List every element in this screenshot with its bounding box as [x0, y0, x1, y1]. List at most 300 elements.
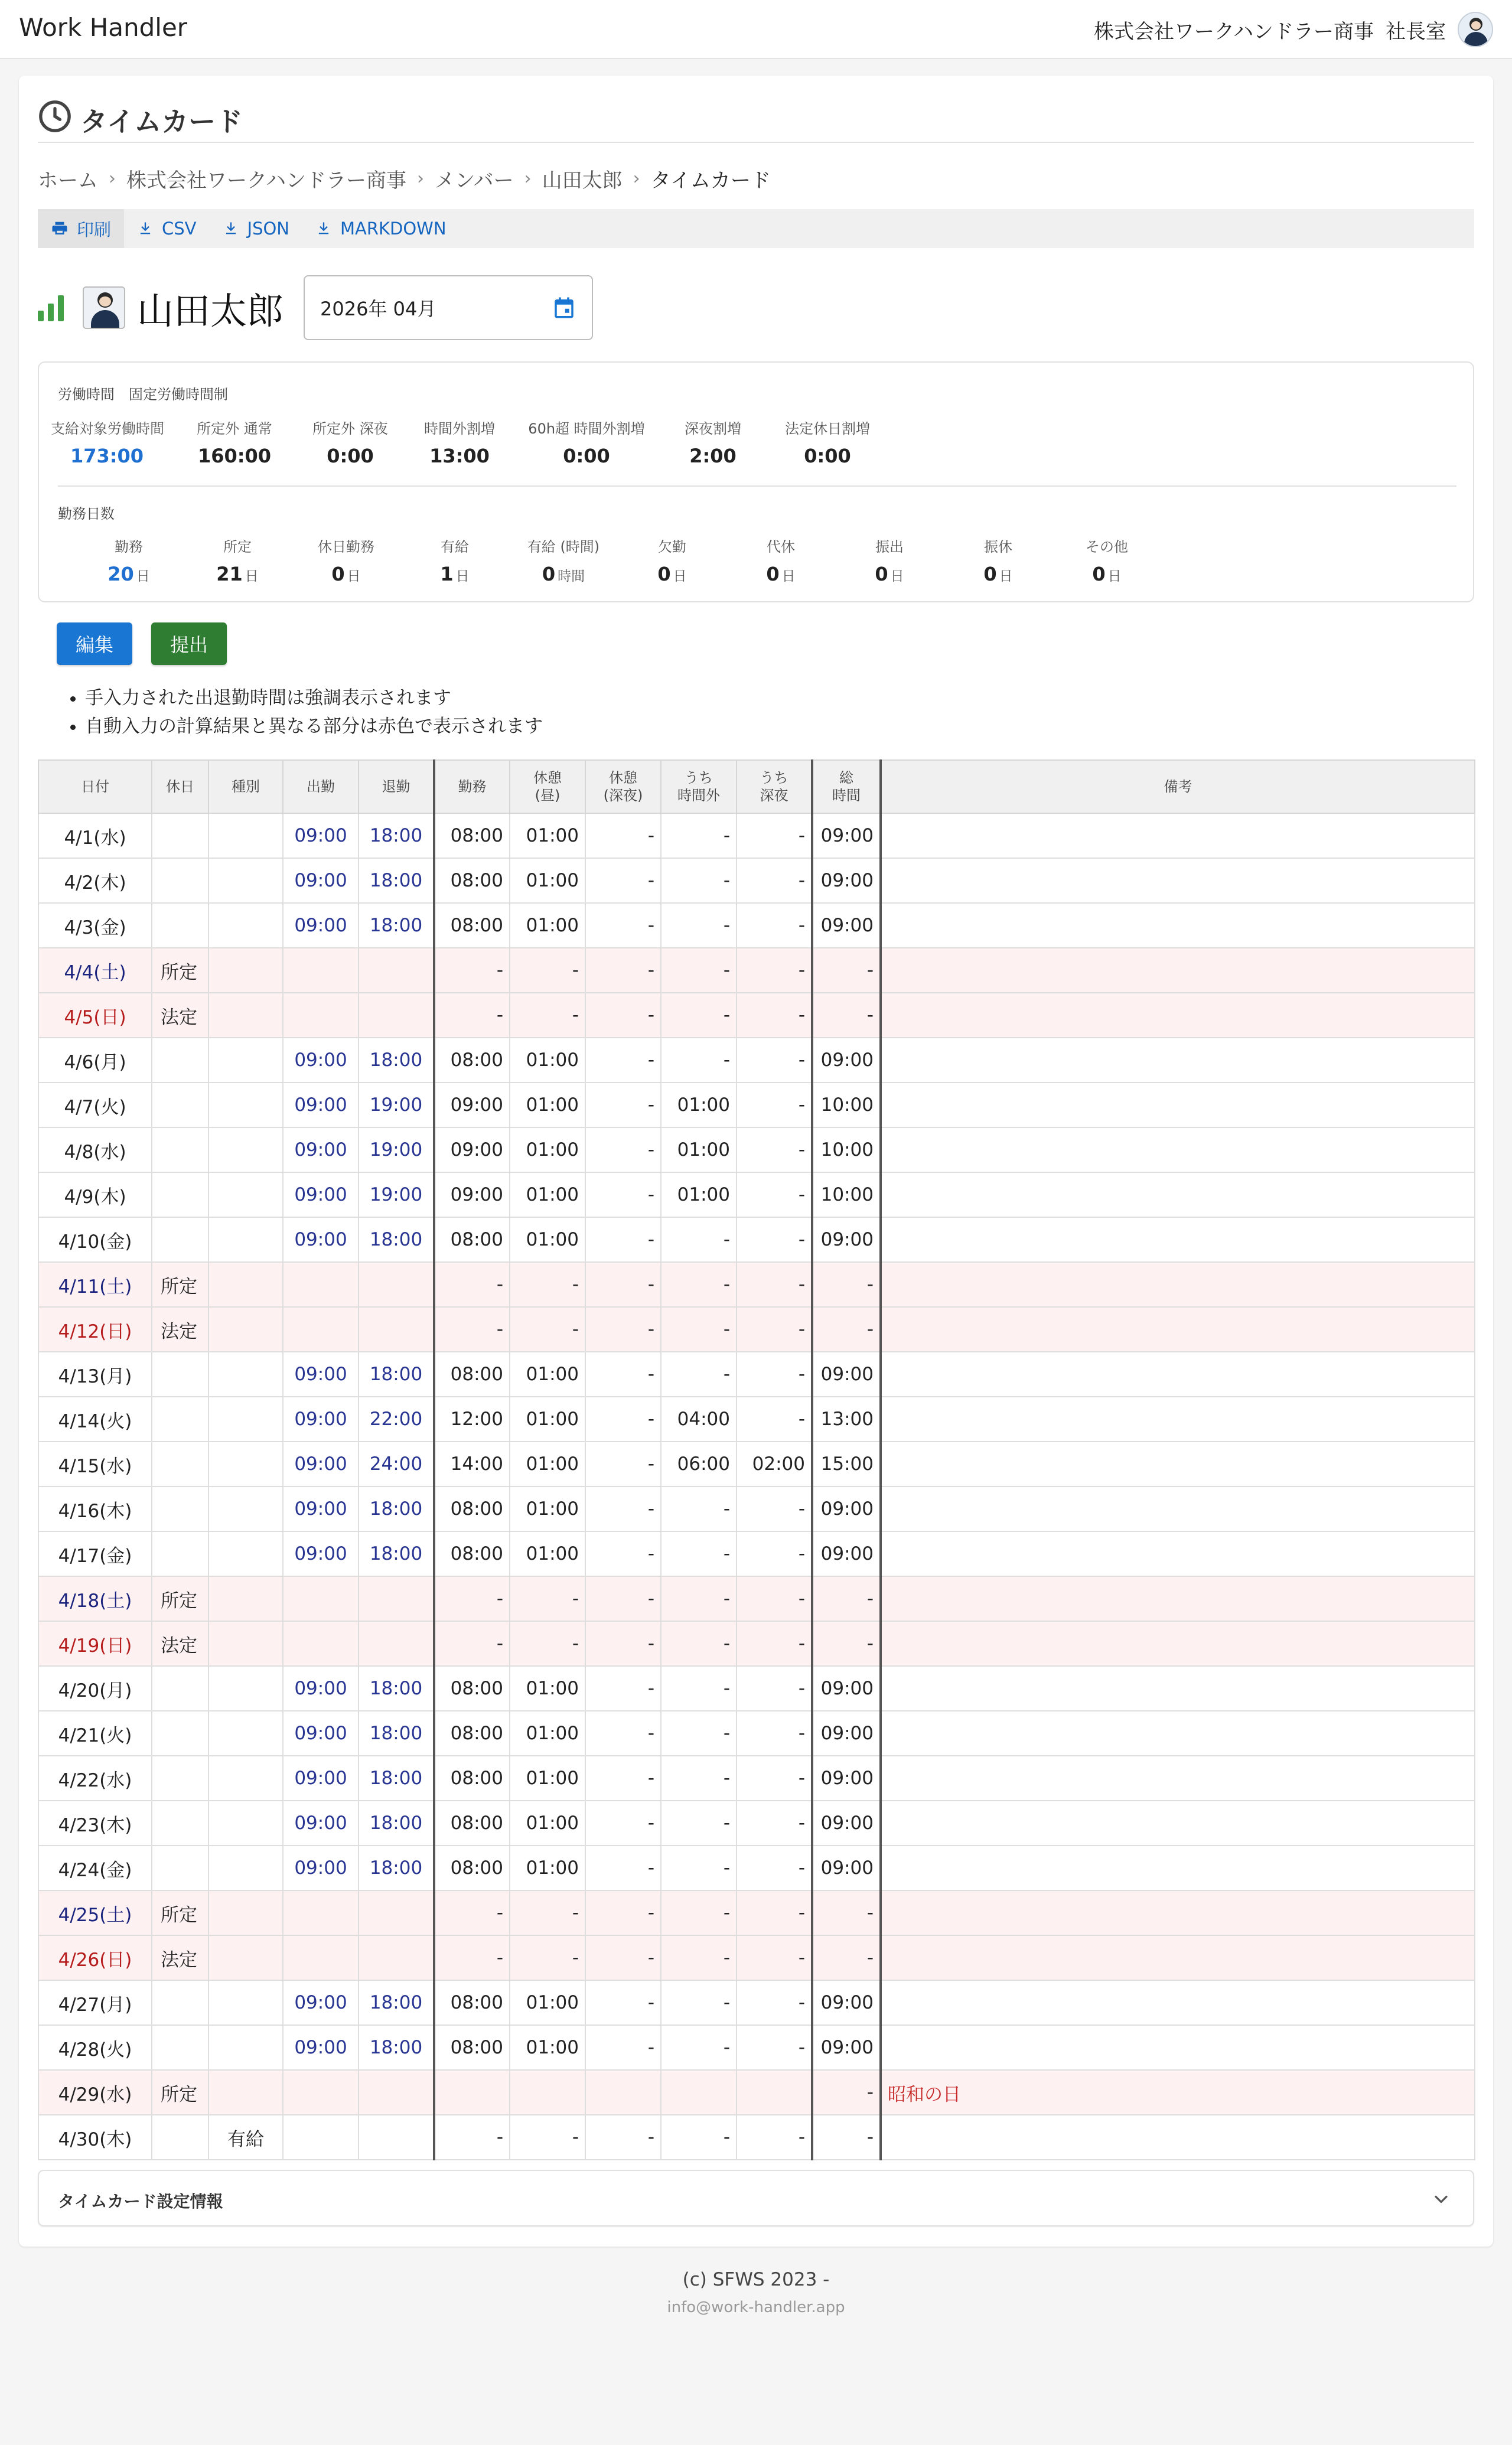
cell-clock-in[interactable]: 09:00 — [283, 1127, 359, 1172]
note-item: • 手入力された出退勤時間は強調表示されます — [85, 684, 543, 712]
stat-legal-holiday-premium: 法定休日割増 0:00 — [785, 420, 870, 467]
cell-date: 4/4(土) — [38, 948, 152, 993]
cell-remarks — [881, 2115, 1475, 2160]
cell-night: - — [737, 1846, 812, 1890]
cell-clock-out[interactable]: 18:00 — [359, 813, 434, 858]
cell-overtime: 01:00 — [661, 1083, 737, 1127]
table-row — [38, 1172, 1475, 1217]
header-clock-out: 退勤 — [359, 760, 434, 813]
cell-remarks — [881, 1621, 1475, 1666]
cell-remarks — [881, 1531, 1475, 1576]
breadcrumb-separator: › — [524, 168, 532, 189]
cell-clock-in[interactable]: 09:00 — [283, 1038, 359, 1083]
cell-clock-out[interactable] — [359, 1890, 434, 1935]
cell-remarks — [881, 1352, 1475, 1397]
cell-break-day: 01:00 — [510, 1486, 585, 1531]
cell-clock-out[interactable]: 18:00 — [359, 1666, 434, 1711]
cell-type — [208, 948, 283, 993]
table-row — [38, 1127, 1475, 1172]
cell-night: - — [737, 1621, 812, 1666]
cell-clock-in[interactable]: 09:00 — [283, 1846, 359, 1890]
page-title: タイムカード — [80, 106, 243, 138]
cell-break-day: 01:00 — [510, 2025, 585, 2070]
breadcrumb-company[interactable]: 株式会社ワークハンドラー商事 — [126, 169, 406, 193]
cell-work — [434, 2070, 510, 2115]
dept-name: 社長室 — [1386, 19, 1446, 44]
app-title[interactable]: Work Handler — [19, 13, 188, 42]
cell-holiday — [152, 858, 208, 903]
cell-night: - — [737, 993, 812, 1038]
cell-clock-in[interactable]: 09:00 — [283, 1531, 359, 1576]
cell-type — [208, 1127, 283, 1172]
cell-date: 4/1(水) — [38, 813, 152, 858]
cell-clock-out[interactable]: 19:00 — [359, 1083, 434, 1127]
cell-remarks — [881, 1890, 1475, 1935]
header-break-day: 休憩 (昼) — [510, 760, 585, 813]
cell-clock-in[interactable] — [283, 948, 359, 993]
table-row — [38, 1711, 1475, 1756]
cell-date: 4/16(木) — [38, 1486, 152, 1531]
cell-total: 09:00 — [812, 903, 881, 948]
table-row — [38, 813, 1475, 858]
cell-break-night: - — [585, 1397, 661, 1442]
cell-break-night: - — [585, 1442, 661, 1486]
cell-remarks — [881, 1756, 1475, 1801]
download-icon — [223, 220, 239, 237]
cell-clock-out[interactable]: 18:00 — [359, 1352, 434, 1397]
cell-clock-in[interactable]: 09:00 — [283, 1083, 359, 1127]
cell-clock-in[interactable]: 09:00 — [283, 1172, 359, 1217]
cell-overtime: - — [661, 1576, 737, 1621]
cell-break-day: 01:00 — [510, 1801, 585, 1846]
header-total: 総 時間 — [812, 760, 881, 813]
cell-work: 14:00 — [434, 1442, 510, 1486]
cell-work: 09:00 — [434, 1083, 510, 1127]
cell-night: - — [737, 2025, 812, 2070]
cell-clock-in[interactable]: 09:00 — [283, 813, 359, 858]
cell-overtime: - — [661, 2025, 737, 2070]
cell-clock-in[interactable] — [283, 1307, 359, 1352]
cell-night: - — [737, 1935, 812, 1980]
cell-work: 09:00 — [434, 1127, 510, 1172]
cell-work: 08:00 — [434, 1711, 510, 1756]
cell-break-day: - — [510, 1307, 585, 1352]
cell-remarks — [881, 948, 1475, 993]
csv-download-button[interactable]: CSV — [124, 209, 210, 248]
cell-break-night: - — [585, 1486, 661, 1531]
hours-label: 労働時間 固定労働時間制 — [58, 386, 228, 403]
cell-overtime: - — [661, 993, 737, 1038]
cell-date: 4/15(水) — [38, 1442, 152, 1486]
cell-clock-in[interactable]: 09:00 — [283, 1666, 359, 1711]
table-row — [38, 1486, 1475, 1531]
cell-night: - — [737, 1980, 812, 2025]
cell-type — [208, 1846, 283, 1890]
cell-night: - — [737, 1262, 812, 1307]
cell-total: 10:00 — [812, 1172, 881, 1217]
cell-clock-out[interactable]: 18:00 — [359, 2025, 434, 2070]
cell-clock-out[interactable]: 18:00 — [359, 1531, 434, 1576]
cell-break-day: 01:00 — [510, 1442, 585, 1486]
markdown-download-button[interactable]: MARKDOWN — [302, 209, 460, 248]
breadcrumb — [38, 164, 771, 193]
cell-clock-in[interactable]: 09:00 — [283, 903, 359, 948]
member-name: 山田太郎 — [137, 289, 284, 332]
cell-type — [208, 993, 283, 1038]
cell-clock-out[interactable]: 24:00 — [359, 1442, 434, 1486]
cell-holiday — [152, 1756, 208, 1801]
table-row — [38, 1352, 1475, 1397]
cell-remarks — [881, 1172, 1475, 1217]
cell-clock-out[interactable] — [359, 948, 434, 993]
footer-email[interactable]: info@work-handler.app — [667, 2299, 845, 2316]
cell-holiday: 法定 — [152, 993, 208, 1038]
cell-clock-in[interactable] — [283, 1935, 359, 1980]
cell-clock-in[interactable]: 09:00 — [283, 1217, 359, 1262]
cell-type — [208, 2070, 283, 2115]
cell-break-night: - — [585, 1083, 661, 1127]
cell-date: 4/9(木) — [38, 1172, 152, 1217]
cell-type — [208, 1172, 283, 1217]
cell-break-day: - — [510, 1576, 585, 1621]
cell-clock-out[interactable]: 18:00 — [359, 1756, 434, 1801]
cell-overtime: 01:00 — [661, 1172, 737, 1217]
cell-work: 08:00 — [434, 1980, 510, 2025]
cell-holiday: 法定 — [152, 1307, 208, 1352]
header-overtime: うち 時間外 — [661, 760, 737, 813]
cell-holiday — [152, 1801, 208, 1846]
cell-break-day: - — [510, 948, 585, 993]
cell-holiday: 所定 — [152, 948, 208, 993]
cell-break-night: - — [585, 1935, 661, 1980]
cell-night: - — [737, 813, 812, 858]
cell-break-night: - — [585, 993, 661, 1038]
cell-date: 4/25(土) — [38, 1890, 152, 1935]
cell-total: 09:00 — [812, 1531, 881, 1576]
table-row — [38, 1038, 1475, 1083]
cell-break-day: 01:00 — [510, 903, 585, 948]
cell-break-night: - — [585, 1666, 661, 1711]
cell-break-day: 01:00 — [510, 1846, 585, 1890]
cell-clock-out[interactable]: 18:00 — [359, 858, 434, 903]
cell-clock-in[interactable]: 09:00 — [283, 858, 359, 903]
cell-clock-in[interactable] — [283, 2115, 359, 2160]
cell-work: - — [434, 948, 510, 993]
cell-break-day: - — [510, 993, 585, 1038]
breadcrumb-current: タイムカード — [650, 169, 771, 193]
app-bar — [0, 0, 1512, 59]
table-row — [38, 1083, 1475, 1127]
user-avatar[interactable] — [1458, 12, 1493, 47]
cell-clock-out[interactable]: 18:00 — [359, 1217, 434, 1262]
cell-clock-out[interactable]: 19:00 — [359, 1127, 434, 1172]
cell-clock-in[interactable] — [283, 1262, 359, 1307]
cell-work: 08:00 — [434, 1038, 510, 1083]
cell-clock-in[interactable]: 09:00 — [283, 1756, 359, 1801]
cell-overtime: - — [661, 1846, 737, 1890]
cell-work: - — [434, 1307, 510, 1352]
cell-break-night: - — [585, 1217, 661, 1262]
cell-remarks — [881, 1935, 1475, 1980]
cell-holiday — [152, 1083, 208, 1127]
stat-scheduled-days: 所定 21 日 — [216, 539, 259, 585]
cell-overtime: 04:00 — [661, 1397, 737, 1442]
cell-date: 4/19(日) — [38, 1621, 152, 1666]
cell-break-night: - — [585, 1980, 661, 2025]
cell-clock-in[interactable] — [283, 1621, 359, 1666]
cell-clock-out[interactable]: 18:00 — [359, 1711, 434, 1756]
cell-remarks — [881, 903, 1475, 948]
table-row — [38, 858, 1475, 903]
cell-night: - — [737, 1890, 812, 1935]
cell-clock-out[interactable]: 19:00 — [359, 1172, 434, 1217]
cell-remarks — [881, 1397, 1475, 1442]
cell-work: 09:00 — [434, 1172, 510, 1217]
cell-type — [208, 1890, 283, 1935]
cell-night: - — [737, 1127, 812, 1172]
header-night: うち 深夜 — [737, 760, 812, 813]
cell-holiday — [152, 1486, 208, 1531]
cell-clock-out[interactable] — [359, 1262, 434, 1307]
cell-overtime: - — [661, 1262, 737, 1307]
cell-date: 4/2(木) — [38, 858, 152, 903]
stat-paid-leave-days: 有給 1 日 — [440, 539, 470, 585]
cell-clock-in[interactable]: 09:00 — [283, 2025, 359, 2070]
cell-holiday — [152, 1397, 208, 1442]
cell-overtime: - — [661, 1711, 737, 1756]
stat-other-days: その他 0 日 — [1086, 539, 1128, 585]
cell-total: - — [812, 1262, 881, 1307]
cell-total: 09:00 — [812, 1980, 881, 2025]
table-row — [38, 903, 1475, 948]
cell-date: 4/12(日) — [38, 1307, 152, 1352]
cell-night: - — [737, 1397, 812, 1442]
table-row — [38, 1307, 1475, 1352]
cell-break-night: - — [585, 1307, 661, 1352]
cell-work: 08:00 — [434, 1531, 510, 1576]
cell-work: 08:00 — [434, 1756, 510, 1801]
cell-break-night: - — [585, 903, 661, 948]
cell-clock-in[interactable]: 09:00 — [283, 1397, 359, 1442]
cell-work: - — [434, 2115, 510, 2160]
cell-total: 10:00 — [812, 1127, 881, 1172]
note-item: • 自動入力の計算結果と異なる部分は赤色で表示されます — [85, 712, 543, 741]
cell-work: 08:00 — [434, 1217, 510, 1262]
cell-type — [208, 1756, 283, 1801]
cell-holiday — [152, 2025, 208, 2070]
cell-clock-out[interactable]: 18:00 — [359, 1038, 434, 1083]
breadcrumb-home[interactable]: ホーム — [38, 169, 98, 193]
cell-night: - — [737, 948, 812, 993]
cell-holiday: 所定 — [152, 2070, 208, 2115]
cell-clock-in[interactable] — [283, 1576, 359, 1621]
cell-night: - — [737, 1801, 812, 1846]
cell-overtime: - — [661, 1801, 737, 1846]
cell-clock-in[interactable]: 09:00 — [283, 1442, 359, 1486]
cell-clock-in[interactable] — [283, 1890, 359, 1935]
cell-type — [208, 903, 283, 948]
cell-break-day: 01:00 — [510, 1083, 585, 1127]
cell-break-day: 01:00 — [510, 813, 585, 858]
cell-date: 4/30(木) — [38, 2115, 152, 2160]
cell-work: 12:00 — [434, 1397, 510, 1442]
cell-clock-out[interactable] — [359, 2070, 434, 2115]
cell-date: 4/7(火) — [38, 1083, 152, 1127]
header-holiday: 休日 — [152, 760, 208, 813]
cell-remarks — [881, 1307, 1475, 1352]
download-icon — [315, 220, 332, 237]
cell-clock-in[interactable]: 09:00 — [283, 1801, 359, 1846]
cell-break-night: - — [585, 1621, 661, 1666]
cell-date: 4/22(水) — [38, 1756, 152, 1801]
cell-night: - — [737, 2115, 812, 2160]
cell-type — [208, 1576, 283, 1621]
cell-break-night: - — [585, 1172, 661, 1217]
cell-work: - — [434, 1576, 510, 1621]
cell-overtime: - — [661, 1756, 737, 1801]
table-row — [38, 2115, 1475, 2160]
cell-overtime: - — [661, 1217, 737, 1262]
user-area — [1094, 12, 1493, 47]
cell-type — [208, 1980, 283, 2025]
cell-clock-out[interactable] — [359, 1621, 434, 1666]
cell-overtime: - — [661, 813, 737, 858]
cell-clock-out[interactable] — [359, 993, 434, 1038]
cell-work: - — [434, 993, 510, 1038]
cell-clock-in[interactable]: 09:00 — [283, 1486, 359, 1531]
cell-break-day: 01:00 — [510, 1531, 585, 1576]
cell-night: - — [737, 1352, 812, 1397]
cell-work: 08:00 — [434, 1846, 510, 1890]
cell-remarks — [881, 2025, 1475, 2070]
header-break-night: 休憩 (深夜) — [585, 760, 661, 813]
cell-work: - — [434, 1935, 510, 1980]
cell-total: 09:00 — [812, 1486, 881, 1531]
breadcrumb-members[interactable]: メンバー — [434, 169, 514, 193]
cell-remarks — [881, 1576, 1475, 1621]
cell-break-night: - — [585, 1576, 661, 1621]
footer-copyright: (c) SFWS 2023 - — [682, 2269, 830, 2290]
cell-clock-in[interactable]: 09:00 — [283, 1711, 359, 1756]
cell-break-night: - — [585, 1846, 661, 1890]
timecard-settings-accordion[interactable] — [38, 2170, 1474, 2226]
cell-total: 15:00 — [812, 1442, 881, 1486]
cell-clock-out[interactable]: 18:00 — [359, 1801, 434, 1846]
cell-break-day: 01:00 — [510, 1172, 585, 1217]
calendar-icon[interactable] — [552, 295, 576, 320]
cell-night — [737, 2070, 812, 2115]
cell-break-night: - — [585, 1127, 661, 1172]
cell-holiday — [152, 1038, 208, 1083]
cell-break-night: - — [585, 948, 661, 993]
cell-break-day — [510, 2070, 585, 2115]
cell-holiday — [152, 1217, 208, 1262]
cell-night: - — [737, 1083, 812, 1127]
stat-substitute-work-days: 振出 0 日 — [875, 539, 904, 585]
cell-clock-out[interactable]: 18:00 — [359, 1980, 434, 2025]
cell-type — [208, 1352, 283, 1397]
cell-overtime: - — [661, 1486, 737, 1531]
cell-total: 09:00 — [812, 1038, 881, 1083]
cell-work: 08:00 — [434, 813, 510, 858]
cell-holiday — [152, 1172, 208, 1217]
cell-type — [208, 1711, 283, 1756]
cell-remarks — [881, 1486, 1475, 1531]
cell-break-day: - — [510, 1890, 585, 1935]
chevron-down-icon[interactable] — [1430, 2189, 1452, 2210]
header-date: 日付 — [38, 760, 152, 813]
cell-remarks — [881, 1846, 1475, 1890]
cell-holiday — [152, 1127, 208, 1172]
cell-remarks — [881, 813, 1475, 858]
stat-nonscheduled-normal: 所定外 通常 160:00 — [197, 420, 272, 467]
cell-clock-out[interactable] — [359, 1307, 434, 1352]
cell-clock-in[interactable]: 09:00 — [283, 1352, 359, 1397]
cell-clock-out[interactable]: 22:00 — [359, 1397, 434, 1442]
submit-button[interactable]: 提出 — [151, 622, 227, 665]
cell-overtime: 06:00 — [661, 1442, 737, 1486]
cell-total: - — [812, 2070, 881, 2115]
cell-work: 08:00 — [434, 1486, 510, 1531]
breadcrumb-member[interactable]: 山田太郎 — [542, 169, 623, 193]
table-row — [38, 1576, 1475, 1621]
cell-date: 4/26(日) — [38, 1935, 152, 1980]
stat-substitute-leave-days: 振休 0 日 — [983, 539, 1013, 585]
table-row — [38, 948, 1475, 993]
cell-clock-in[interactable]: 09:00 — [283, 1980, 359, 2025]
cell-date: 4/18(土) — [38, 1576, 152, 1621]
cell-holiday — [152, 1846, 208, 1890]
stat-over60-premium: 60h超 時間外割増 0:00 — [528, 420, 645, 467]
notes-list — [61, 684, 543, 741]
cell-remarks — [881, 1801, 1475, 1846]
table-row — [38, 1217, 1475, 1262]
cell-work: - — [434, 1262, 510, 1307]
cell-clock-out[interactable]: 18:00 — [359, 1846, 434, 1890]
timecard-table — [38, 759, 1475, 2160]
cell-type — [208, 1083, 283, 1127]
cell-total: - — [812, 1307, 881, 1352]
cell-type — [208, 1397, 283, 1442]
cell-clock-out[interactable] — [359, 1935, 434, 1980]
edit-button[interactable]: 編集 — [57, 622, 132, 665]
cell-overtime: - — [661, 2115, 737, 2160]
days-label: 勤務日数 — [58, 506, 115, 522]
cell-break-night: - — [585, 1352, 661, 1397]
cell-overtime: - — [661, 1666, 737, 1711]
cell-total: - — [812, 1890, 881, 1935]
cell-clock-out[interactable] — [359, 2115, 434, 2160]
cell-clock-in[interactable] — [283, 993, 359, 1038]
table-row — [38, 1531, 1475, 1576]
cell-total: 13:00 — [812, 1397, 881, 1442]
cell-overtime: - — [661, 903, 737, 948]
month-picker[interactable] — [304, 275, 593, 340]
print-button[interactable]: 印刷 — [38, 209, 124, 248]
cell-clock-out[interactable]: 18:00 — [359, 1486, 434, 1531]
cell-clock-out[interactable] — [359, 1576, 434, 1621]
stat-night-premium: 深夜割増 2:00 — [685, 420, 741, 467]
cell-remarks — [881, 1980, 1475, 2025]
cell-night: - — [737, 903, 812, 948]
json-download-button[interactable]: JSON — [210, 209, 302, 248]
main-card — [19, 76, 1493, 2247]
cell-overtime: - — [661, 1307, 737, 1352]
cell-night: - — [737, 1576, 812, 1621]
cell-clock-in[interactable] — [283, 2070, 359, 2115]
cell-clock-out[interactable]: 18:00 — [359, 903, 434, 948]
table-row — [38, 1846, 1475, 1890]
